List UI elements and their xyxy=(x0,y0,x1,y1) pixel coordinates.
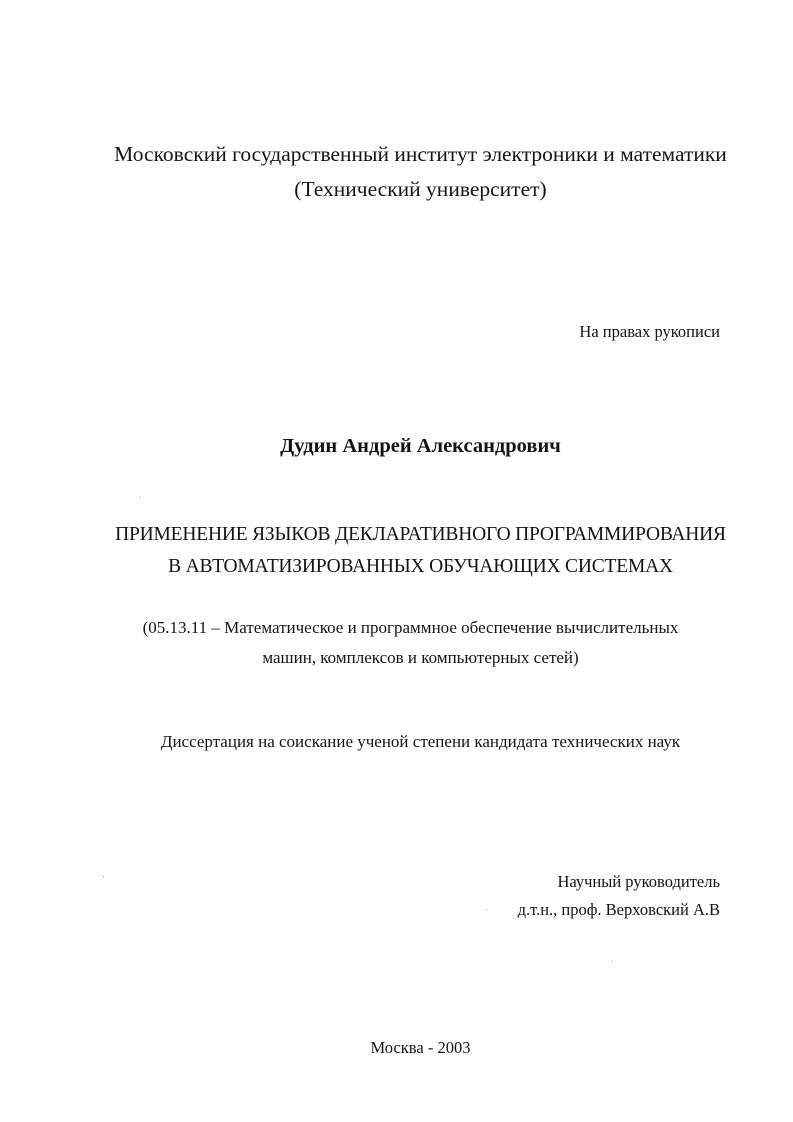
rights-note: На правах рукописи xyxy=(579,322,720,341)
city-year: Москва - 2003 xyxy=(370,1038,471,1057)
dissertation-title-line-1: ПРИМЕНЕНИЕ ЯЗЫКОВ ДЕКЛАРАТИВНОГО ПРОГРАММИРОВАНИЯ xyxy=(115,524,726,545)
supervisor-role: Научный руководитель xyxy=(557,872,720,891)
specialty-line-1: (05.13.11 – Математическое и программное обеспечение вычислительных xyxy=(142,618,679,637)
scan-speck xyxy=(611,961,612,962)
scan-speck xyxy=(486,909,487,910)
specialty-line-2: машин, комплексов и компьютерных сетей) xyxy=(262,648,579,667)
institute-name: Московский государственный институт электроники и математики xyxy=(114,142,727,166)
author-name: Дудин Андрей Александрович xyxy=(280,435,561,457)
supervisor-name: д.т.н., проф. Верховский А.В xyxy=(517,900,720,919)
degree-statement: Диссертация на соискание ученой степени кандидата технических наук xyxy=(160,732,681,751)
scan-speck xyxy=(140,497,141,498)
institute-subtitle: (Технический университет) xyxy=(294,177,547,201)
dissertation-title-line-2: В АВТОМАТИЗИРОВАННЫХ ОБУЧАЮЩИХ СИСТЕМАХ xyxy=(168,556,673,577)
scan-speck xyxy=(103,876,104,877)
